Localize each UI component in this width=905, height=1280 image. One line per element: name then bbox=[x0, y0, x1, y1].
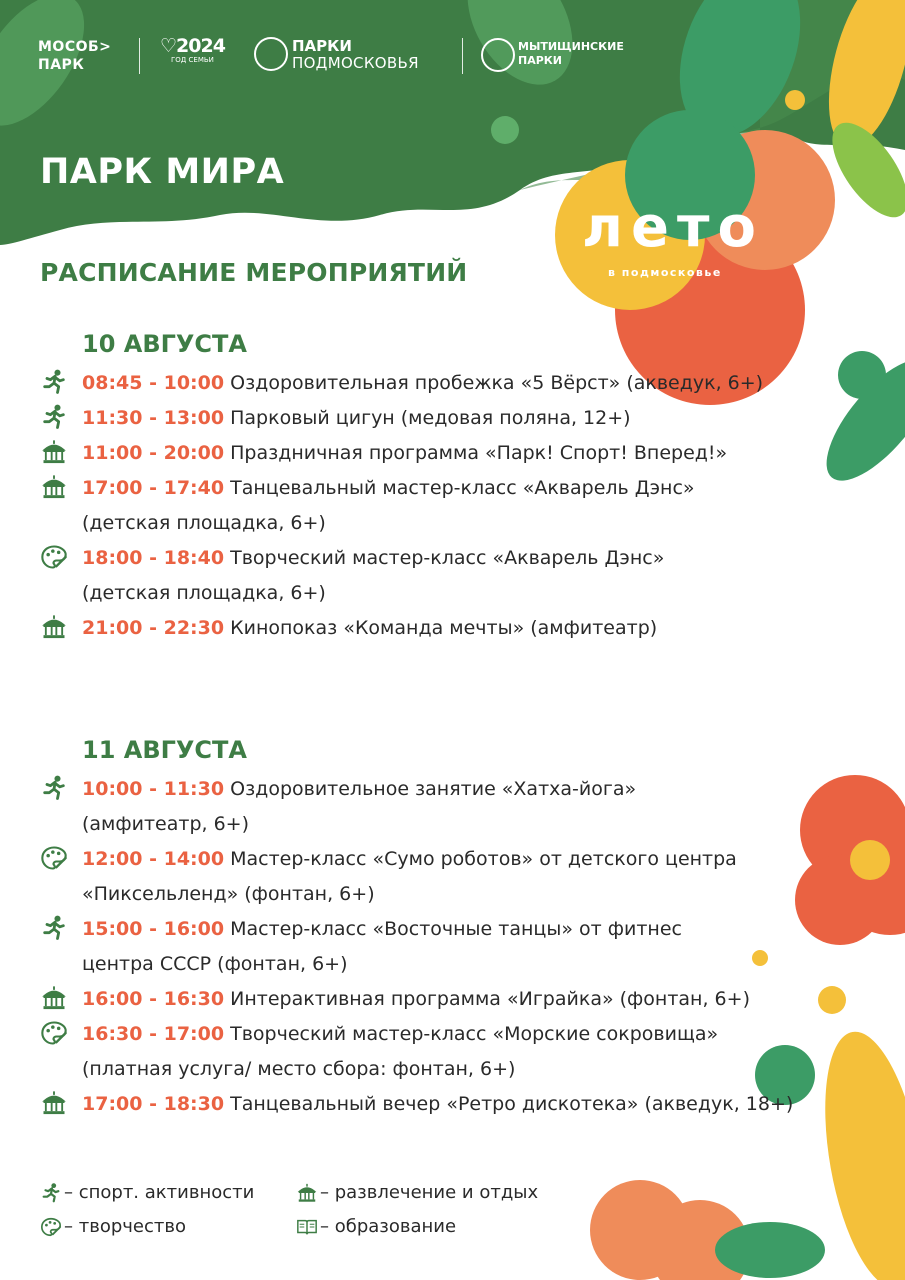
logo-separator bbox=[139, 38, 140, 74]
entertainment-icon bbox=[40, 1089, 68, 1117]
event-title: Творческий мастер-класс «Морские сокровища» bbox=[230, 1023, 719, 1045]
dot-header-2 bbox=[785, 90, 805, 110]
day-heading: 10 АВГУСТА bbox=[82, 330, 247, 358]
legend-label: – образование bbox=[320, 1216, 457, 1237]
event-line bbox=[82, 436, 727, 471]
dot-header bbox=[491, 116, 519, 144]
event-title: Танцевальный вечер «Ретро дискотека» (акведук, 18+) bbox=[230, 1093, 794, 1115]
event-title: Мастер-класс «Сумо роботов» от детского центра bbox=[230, 848, 737, 870]
event-title: Оздоровительная пробежка «5 Вёрст» (акведук, 6+) bbox=[230, 372, 764, 394]
event-time: 16:00 - 16:30 bbox=[82, 988, 225, 1010]
event-title: Праздничная программа «Парк! Спорт! Вперед!» bbox=[230, 442, 728, 464]
event-line bbox=[82, 842, 737, 877]
mosoblpark-logo bbox=[38, 38, 111, 74]
leaf-bottom-yellow bbox=[808, 1024, 905, 1280]
year-of-family-logo bbox=[160, 36, 225, 65]
leaf-bottom-green bbox=[715, 1222, 825, 1278]
event-line bbox=[82, 611, 657, 646]
parks-logo-line2: ПОДМОСКОВЬЯ bbox=[292, 54, 419, 72]
leaf-logo-icon bbox=[254, 37, 288, 71]
flower-lower-center bbox=[850, 840, 890, 880]
logo-separator-2 bbox=[462, 38, 463, 74]
event-title: Кинопоказ «Команда мечты» (амфитеатр) bbox=[230, 617, 658, 639]
event-line bbox=[82, 982, 750, 1017]
mytishchi-logo-line1: МЫТИЩИНСКИЕ bbox=[518, 40, 624, 53]
event-title: Творческий мастер-класс «Акварель Дэнс» bbox=[230, 547, 665, 569]
event-title: Оздоровительное занятие «Хатха-йога» bbox=[230, 778, 637, 800]
dot-lower-yellow bbox=[818, 986, 846, 1014]
sport-icon bbox=[40, 1182, 62, 1204]
page-title: ПАРК МИРА bbox=[40, 152, 285, 192]
event-title: Мастер-класс «Восточные танцы» от фитнес bbox=[230, 918, 682, 940]
mytishchi-logo-line2: ПАРКИ bbox=[518, 54, 562, 67]
mytishchi-logo-icon bbox=[481, 38, 515, 72]
mosoblpark-logo-line1: МОСОБ> bbox=[38, 39, 112, 55]
event-time: 11:30 - 13:00 bbox=[82, 407, 225, 429]
event-line bbox=[82, 772, 636, 807]
creativity-icon bbox=[40, 1019, 68, 1047]
event-title: Парковый цигун (медовая поляна, 12+) bbox=[230, 407, 631, 429]
parks-logo-line1: ПАРКИ bbox=[292, 37, 352, 55]
legend-label: – развлечение и отдых bbox=[320, 1182, 539, 1203]
dot-right-mid bbox=[838, 351, 886, 399]
sport-icon bbox=[40, 368, 68, 396]
event-line bbox=[82, 471, 695, 506]
creativity-icon bbox=[40, 1216, 62, 1238]
entertainment-icon bbox=[296, 1182, 318, 1204]
sport-icon bbox=[40, 914, 68, 942]
creativity-icon bbox=[40, 844, 68, 872]
legend-label: – творчество bbox=[64, 1216, 186, 1237]
parks-podmoskovya-logo bbox=[292, 38, 419, 72]
event-time: 21:00 - 22:30 bbox=[82, 617, 225, 639]
entertainment-icon bbox=[40, 984, 68, 1012]
leto-badge-subtitle: в подмосковье bbox=[608, 266, 722, 279]
event-time: 17:00 - 17:40 bbox=[82, 477, 225, 499]
event-time: 10:00 - 11:30 bbox=[82, 778, 225, 800]
education-icon bbox=[296, 1216, 318, 1238]
page-subtitle: РАСПИСАНИЕ МЕРОПРИЯТИЙ bbox=[40, 258, 468, 287]
heart-icon: ♡ bbox=[160, 35, 177, 57]
event-time: 11:00 - 20:00 bbox=[82, 442, 225, 464]
event-time: 15:00 - 16:00 bbox=[82, 918, 225, 940]
event-time: 16:30 - 17:00 bbox=[82, 1023, 225, 1045]
event-details: «Пиксельленд» (фонтан, 6+) bbox=[82, 883, 375, 905]
mosoblpark-logo-line2: ПАРК bbox=[38, 57, 85, 73]
event-line bbox=[82, 401, 631, 436]
event-time: 17:00 - 18:30 bbox=[82, 1093, 225, 1115]
day-heading: 11 АВГУСТА bbox=[82, 736, 247, 764]
event-line bbox=[82, 1017, 718, 1052]
event-line bbox=[82, 541, 664, 576]
event-details: центра СССР (фонтан, 6+) bbox=[82, 953, 348, 975]
year-logo-number: 2024 bbox=[176, 35, 225, 57]
event-details: (детская площадка, 6+) bbox=[82, 582, 326, 604]
event-title: Танцевальный мастер-класс «Акварель Дэнс» bbox=[230, 477, 695, 499]
event-time: 12:00 - 14:00 bbox=[82, 848, 225, 870]
entertainment-icon bbox=[40, 473, 68, 501]
legend-label: – спорт. активности bbox=[64, 1182, 255, 1203]
sport-icon bbox=[40, 774, 68, 802]
dot-lower-yellow-small bbox=[752, 950, 768, 966]
event-line bbox=[82, 366, 763, 401]
leto-badge-title: лето bbox=[582, 195, 764, 260]
event-title: Интерактивная программа «Играйка» (фонтан, 6+) bbox=[230, 988, 750, 1010]
event-time: 18:00 - 18:40 bbox=[82, 547, 225, 569]
event-line bbox=[82, 912, 682, 947]
event-details: (амфитеатр, 6+) bbox=[82, 813, 250, 835]
sport-icon bbox=[40, 403, 68, 431]
year-logo-caption: ГОД СЕМЬИ bbox=[171, 56, 214, 64]
mytishchi-parks-logo bbox=[518, 40, 624, 68]
entertainment-icon bbox=[40, 613, 68, 641]
event-line bbox=[82, 1087, 793, 1122]
event-details: (платная услуга/ место сбора: фонтан, 6+) bbox=[82, 1058, 516, 1080]
event-time: 08:45 - 10:00 bbox=[82, 372, 225, 394]
entertainment-icon bbox=[40, 438, 68, 466]
event-details: (детская площадка, 6+) bbox=[82, 512, 326, 534]
creativity-icon bbox=[40, 543, 68, 571]
